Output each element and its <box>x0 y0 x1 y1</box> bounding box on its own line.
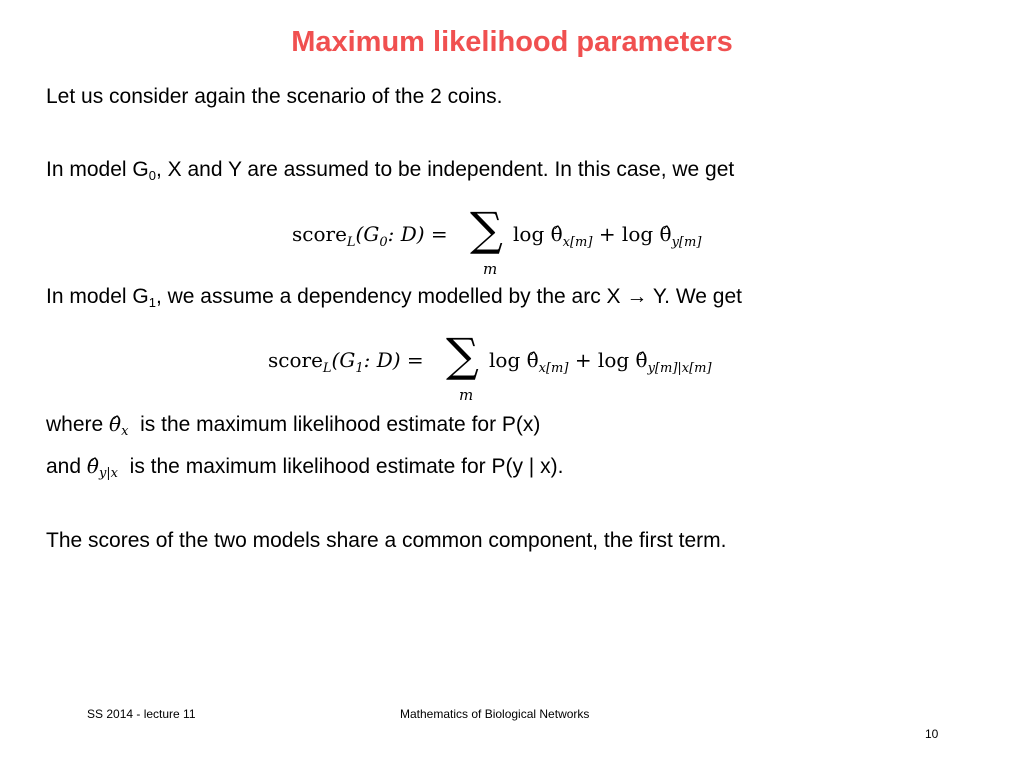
eq1-sum-index: m <box>459 386 474 404</box>
and-suffix: is the maximum likelihood estimate for P(y | x). <box>129 455 564 478</box>
equation-g0 <box>292 202 752 278</box>
footer-lecture: SS 2014 - lecture 11 <box>87 707 196 721</box>
where-suffix: is the maximum likelihood estimate for P(x) <box>140 413 541 436</box>
eq0-args-sub: 0 <box>379 235 388 250</box>
theta-yx-symbol <box>86 454 118 481</box>
model0-text <box>46 157 734 183</box>
where-line <box>46 411 540 438</box>
eq1-rest: : D) = <box>363 348 424 372</box>
eq1-terms <box>489 348 712 376</box>
eq1-term1-sub: x[m] <box>538 361 569 376</box>
slide-title: Maximum likelihood parameters <box>291 26 733 58</box>
theta-x-symbol <box>109 412 129 439</box>
equation-g1 <box>268 328 768 404</box>
model1-prefix: In model G <box>46 285 149 308</box>
eq0-lhs <box>292 222 448 250</box>
theta-yx-sub: y|x <box>98 466 118 481</box>
model1-text <box>46 284 742 310</box>
eq0-args: (G <box>355 222 380 246</box>
theta-x: θ̂ <box>109 412 122 436</box>
eq0-score: score <box>292 222 347 246</box>
theta-x-sub: x <box>121 424 129 439</box>
eq0-term1: log θ̂ <box>513 222 563 246</box>
eq0-term1-sub: x[m] <box>562 235 593 250</box>
page-number: 10 <box>925 727 939 741</box>
eq0-term2-sub: y[m] <box>671 235 702 250</box>
model0-prefix: In model G <box>46 158 149 181</box>
eq1-term2: + log θ̂ <box>574 348 648 372</box>
eq1-term2-sub: y[m]|x[m] <box>647 361 712 376</box>
model1-sub: 1 <box>148 295 156 310</box>
eq1-score-sub: L <box>322 361 332 376</box>
conclusion-text: The scores of the two models share a common component, the first term. <box>46 529 727 552</box>
model0-sub: 0 <box>148 168 156 183</box>
eq1-term1: log θ̂ <box>489 348 539 372</box>
model0-suffix: , X and Y are assumed to be independent. In this case, we get <box>155 158 735 181</box>
where-prefix: where <box>46 413 104 436</box>
eq0-rest: : D) = <box>387 222 448 246</box>
eq0-score-sub: L <box>346 235 356 250</box>
intro-text: Let us consider again the scenario of the 2 coins. <box>46 85 503 108</box>
eq1-args: (G <box>331 348 356 372</box>
eq1-sum-symbol: ∑ <box>446 328 479 382</box>
and-prefix: and <box>46 455 82 478</box>
and-line <box>46 453 563 480</box>
model1-suffix: , we assume a dependency modelled by the arc X → Y. We get <box>155 285 742 308</box>
eq0-sum-symbol: ∑ <box>470 202 503 256</box>
theta-yx: θ̂ <box>86 454 99 478</box>
eq1-args-sub: 1 <box>355 361 364 376</box>
eq1-lhs <box>268 348 424 376</box>
eq1-score: score <box>268 348 323 372</box>
eq0-term2: + log θ̂ <box>598 222 672 246</box>
footer-course: Mathematics of Biological Networks <box>400 707 590 721</box>
eq0-sum-index: m <box>483 260 498 278</box>
eq0-terms <box>513 222 701 250</box>
